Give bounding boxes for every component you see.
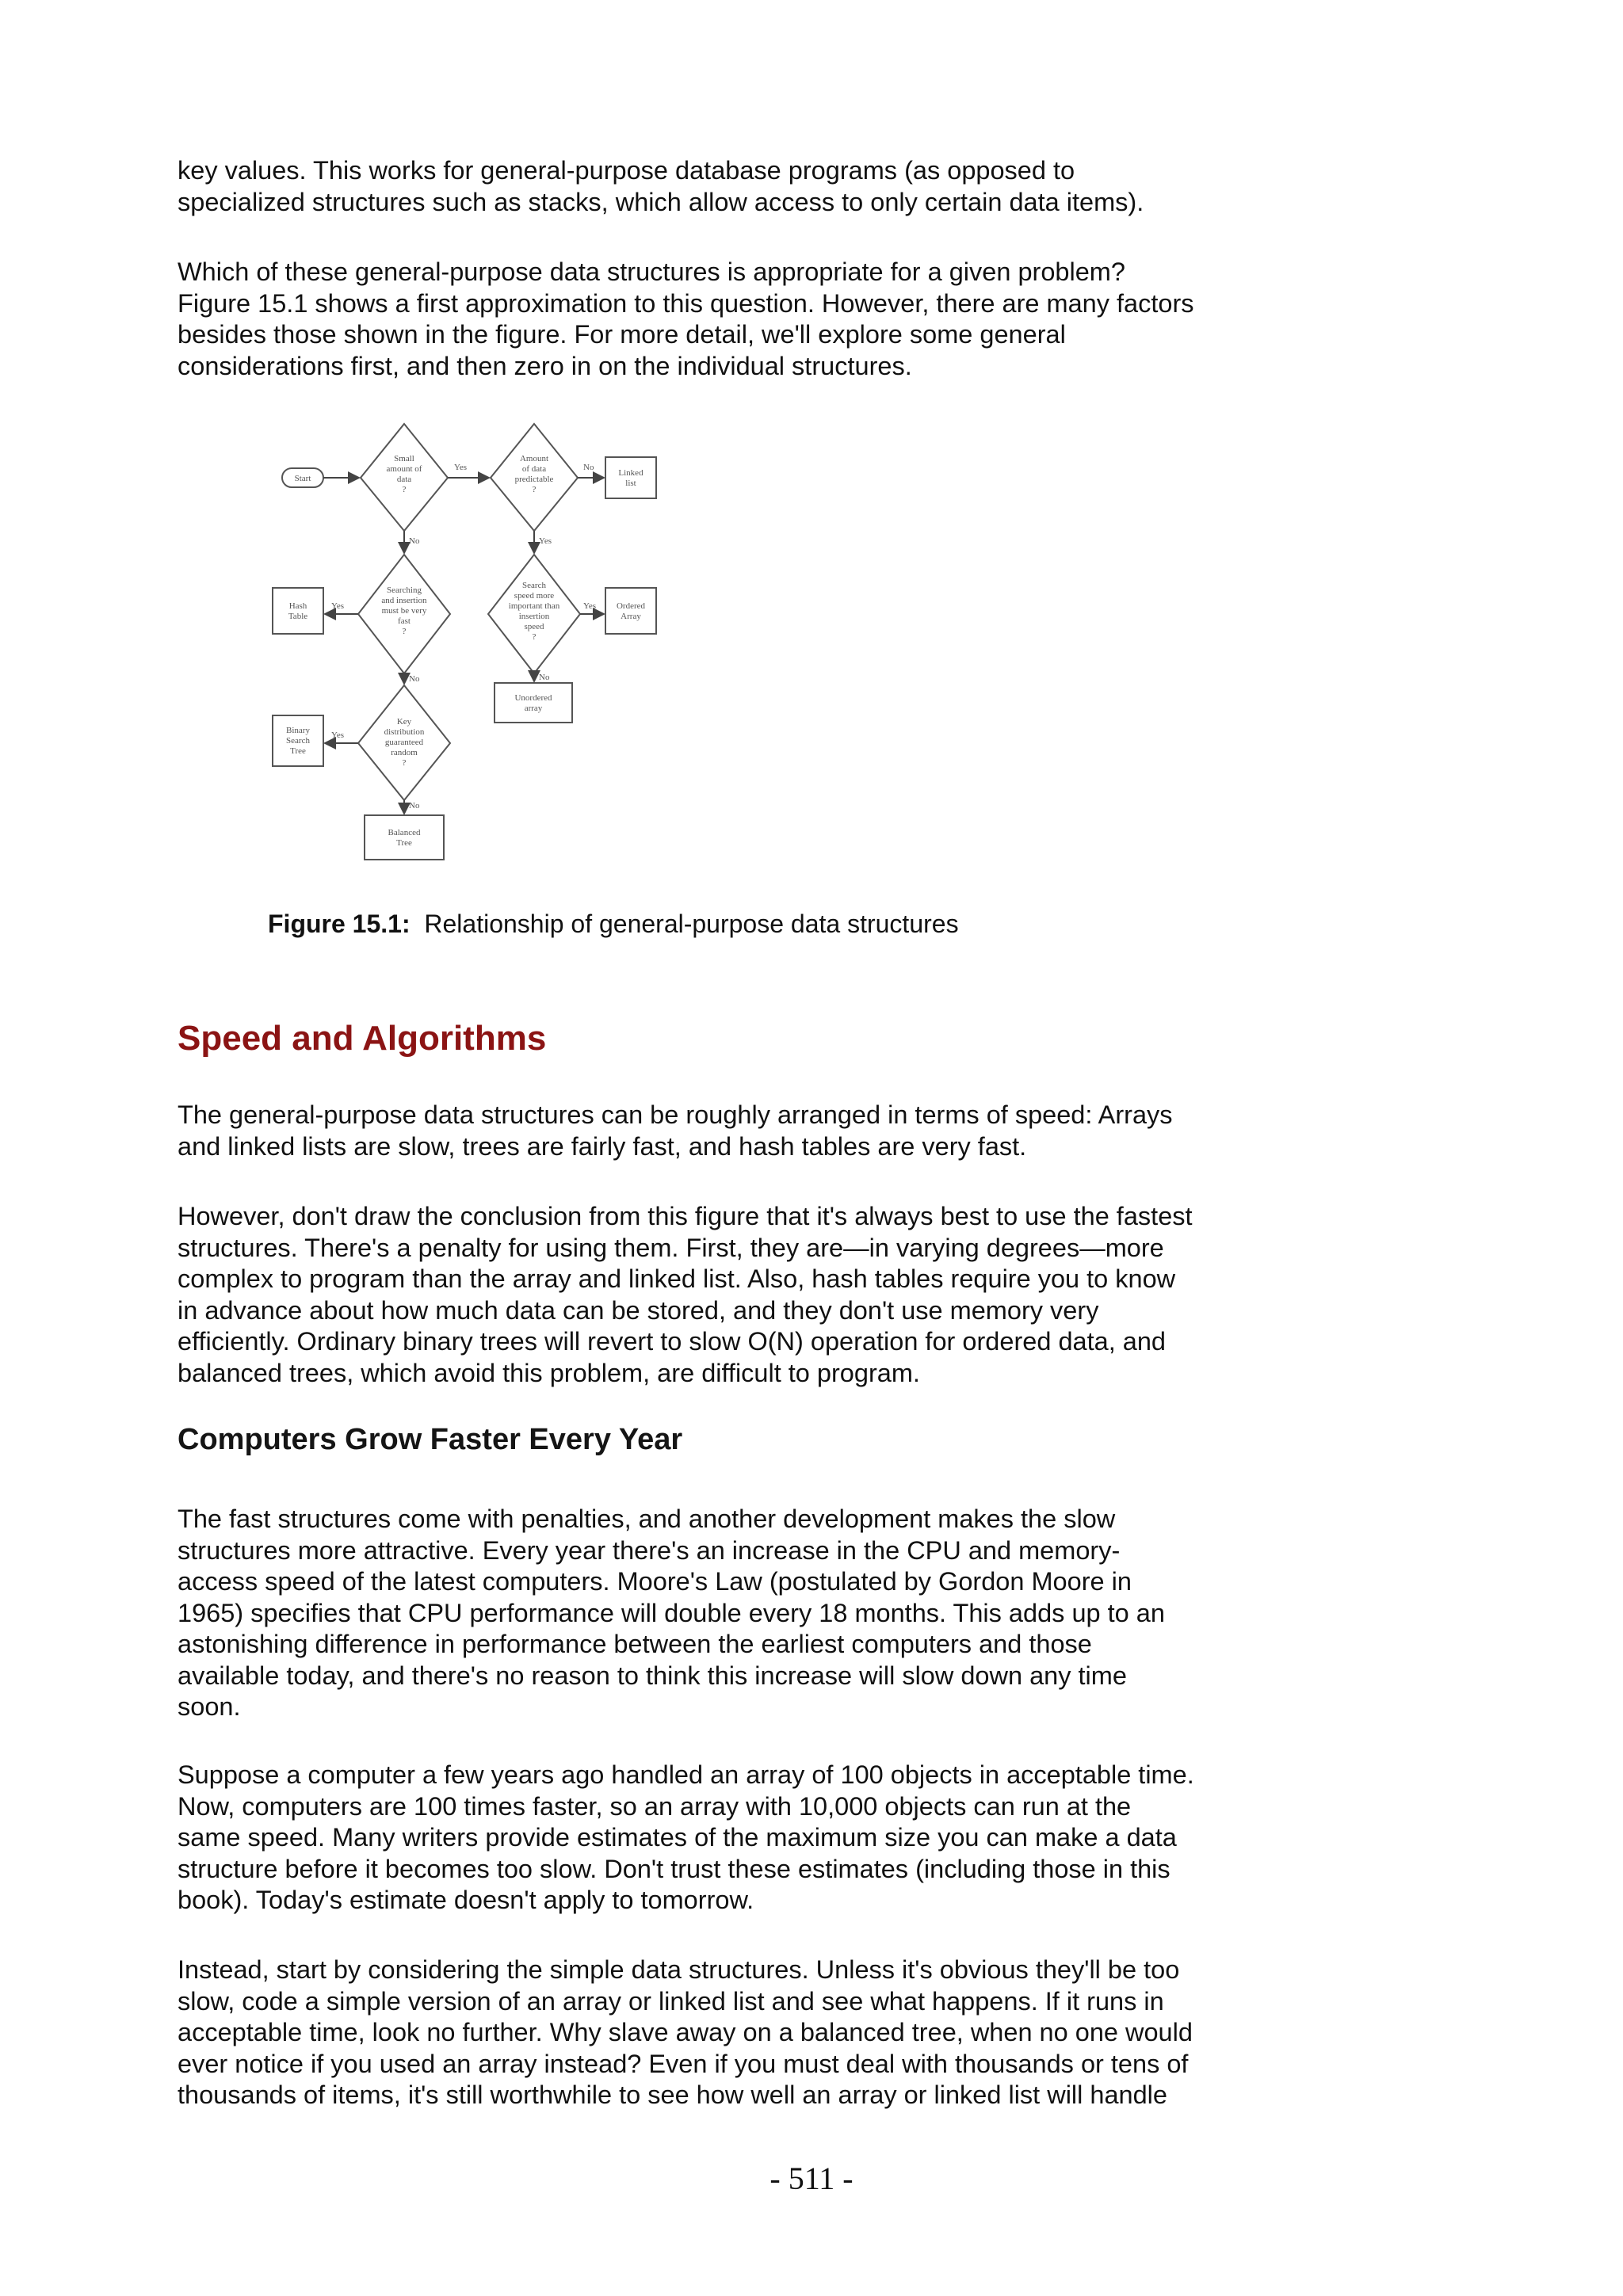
svg-text:Yes: Yes bbox=[331, 601, 345, 611]
start-label: Start bbox=[294, 474, 311, 483]
paragraph-which-structure: Which of these general-purpose data structures is appropriate for a given problem? Figure 15.1 shows a first approximation to this question. However, there are many factors besides those shown in the figure. For more detail, we'll explore some general considerations first, and then zero in on the individual structures. bbox=[178, 257, 1194, 380]
svg-text:Small: Small bbox=[394, 454, 414, 463]
svg-text:Yes: Yes bbox=[331, 730, 345, 740]
flowchart-figure bbox=[269, 412, 682, 875]
svg-text:?: ? bbox=[402, 627, 407, 636]
svg-text:random: random bbox=[391, 748, 418, 757]
svg-text:Amount: Amount bbox=[519, 454, 549, 463]
svg-text:Yes: Yes bbox=[539, 536, 552, 546]
svg-text:Search: Search bbox=[522, 581, 546, 590]
svg-text:Balanced: Balanced bbox=[388, 828, 421, 837]
figure-caption-text: Relationship of general-purpose data structures bbox=[424, 910, 959, 938]
svg-text:Binary: Binary bbox=[286, 726, 310, 735]
svg-text:Yes: Yes bbox=[454, 463, 468, 472]
svg-text:No: No bbox=[409, 674, 420, 684]
box-unordered-array bbox=[495, 683, 572, 723]
svg-text:?: ? bbox=[532, 485, 537, 494]
box-linked-list bbox=[605, 457, 656, 498]
svg-text:No: No bbox=[409, 536, 420, 546]
svg-text:important than: important than bbox=[508, 601, 560, 611]
figure-caption-label: Figure 15.1: bbox=[268, 910, 411, 938]
svg-text:?: ? bbox=[402, 758, 407, 768]
page-number: - 511 - bbox=[769, 2161, 854, 2196]
figure-caption bbox=[268, 910, 959, 939]
paragraph-start-simple: Instead, start by considering the simple data structures. Unless it's obvious they'll be too slow, code a simple version of an array or linked list and see what happens. If it runs in acceptable time, look no further. Why slave away on a balanced tree, when no one would ever notice if you used an array instead? Even if you must deal with thousands or tens of thousands of items, it's still worthwhile to see how well an array or linked list will handle bbox=[178, 1955, 1193, 2109]
section-heading-speed-algorithms: Speed and Algorithms bbox=[178, 1019, 547, 1058]
box-balanced-tree bbox=[365, 815, 444, 860]
svg-text:Linked: Linked bbox=[618, 468, 643, 478]
svg-text:?: ? bbox=[402, 485, 407, 494]
svg-text:Searching: Searching bbox=[387, 585, 422, 595]
box-ordered-array bbox=[605, 588, 656, 634]
svg-text:Tree: Tree bbox=[290, 746, 306, 756]
svg-text:guaranteed: guaranteed bbox=[384, 738, 424, 747]
svg-text:Search: Search bbox=[286, 736, 310, 746]
svg-text:Hash: Hash bbox=[288, 601, 307, 611]
svg-text:Unordered: Unordered bbox=[514, 693, 552, 703]
svg-text:speed more: speed more bbox=[514, 591, 555, 601]
svg-text:speed: speed bbox=[524, 622, 544, 631]
svg-text:Ordered: Ordered bbox=[616, 601, 646, 611]
svg-text:No: No bbox=[539, 673, 550, 682]
svg-text:Tree: Tree bbox=[396, 838, 412, 848]
svg-text:No: No bbox=[583, 463, 594, 472]
paragraph-suppose-computer: Suppose a computer a few years ago handled an array of 100 objects in acceptable time. Now, computers are 100 times faster, so an array with 10,000 objects can run at the same speed. Many writers provide estimates of the maximum size you can make a data structure before it becomes too slow. Don't trust these estimates (including those in this book). Today's estimate doesn't apply to tomorrow. bbox=[178, 1760, 1194, 1914]
svg-text:?: ? bbox=[532, 632, 537, 642]
paragraph-penalty: However, don't draw the conclusion from this figure that it's always best to use the fastest structures. There's a penalty for using them. First, they are—in varying degrees—more complex to program than the array and linked list. Also, hash tables require you to know in advance about how much data can be stored, and they don't use memory very efficiently. Ordinary binary trees will revert to slow O(N) operation for ordered data, and balanced trees, which avoid this problem, are difficult to program. bbox=[178, 1202, 1193, 1387]
paragraph-speed-arrangement: The general-purpose data structures can be roughly arranged in terms of speed: Arrays and linked lists are slow, trees are fairly fast, and hash tables are very fast. bbox=[178, 1100, 1173, 1161]
svg-text:list: list bbox=[625, 479, 636, 488]
svg-text:insertion: insertion bbox=[518, 612, 550, 621]
paragraph-intro-continued: key values. This works for general-purpose database programs (as opposed to specialized structures such as stacks, which allow access to only certain data items). bbox=[178, 156, 1144, 216]
svg-text:data: data bbox=[396, 475, 412, 484]
svg-text:predictable: predictable bbox=[514, 475, 554, 484]
svg-text:Yes: Yes bbox=[583, 601, 597, 611]
paragraph-moores-law: The fast structures come with penalties, and another development makes the slow structures more attractive. Every year there's an increase in the CPU and memory- access speed of the latest computers. Moore's Law (postulated by Gordon Moore in 1965) specifies that CPU performance will double every 18 months. This adds up to an astonishing difference in performance between the earliest computers and those available today, and there's no reason to think this increase will slow down any time soon. bbox=[178, 1505, 1165, 1721]
svg-text:fast: fast bbox=[398, 616, 411, 626]
svg-text:of data: of data bbox=[521, 464, 547, 474]
svg-text:Array: Array bbox=[621, 612, 641, 621]
box-hash-table bbox=[273, 588, 323, 634]
svg-text:and insertion: and insertion bbox=[381, 596, 427, 605]
svg-text:Key: Key bbox=[396, 717, 412, 727]
svg-text:must be very: must be very bbox=[381, 606, 427, 616]
svg-text:Table: Table bbox=[288, 612, 308, 621]
svg-text:amount of: amount of bbox=[386, 464, 422, 474]
svg-text:array: array bbox=[524, 704, 543, 713]
subsection-heading-computers-faster: Computers Grow Faster Every Year bbox=[178, 1423, 683, 1456]
svg-text:distribution: distribution bbox=[384, 727, 425, 737]
svg-text:No: No bbox=[409, 801, 420, 810]
